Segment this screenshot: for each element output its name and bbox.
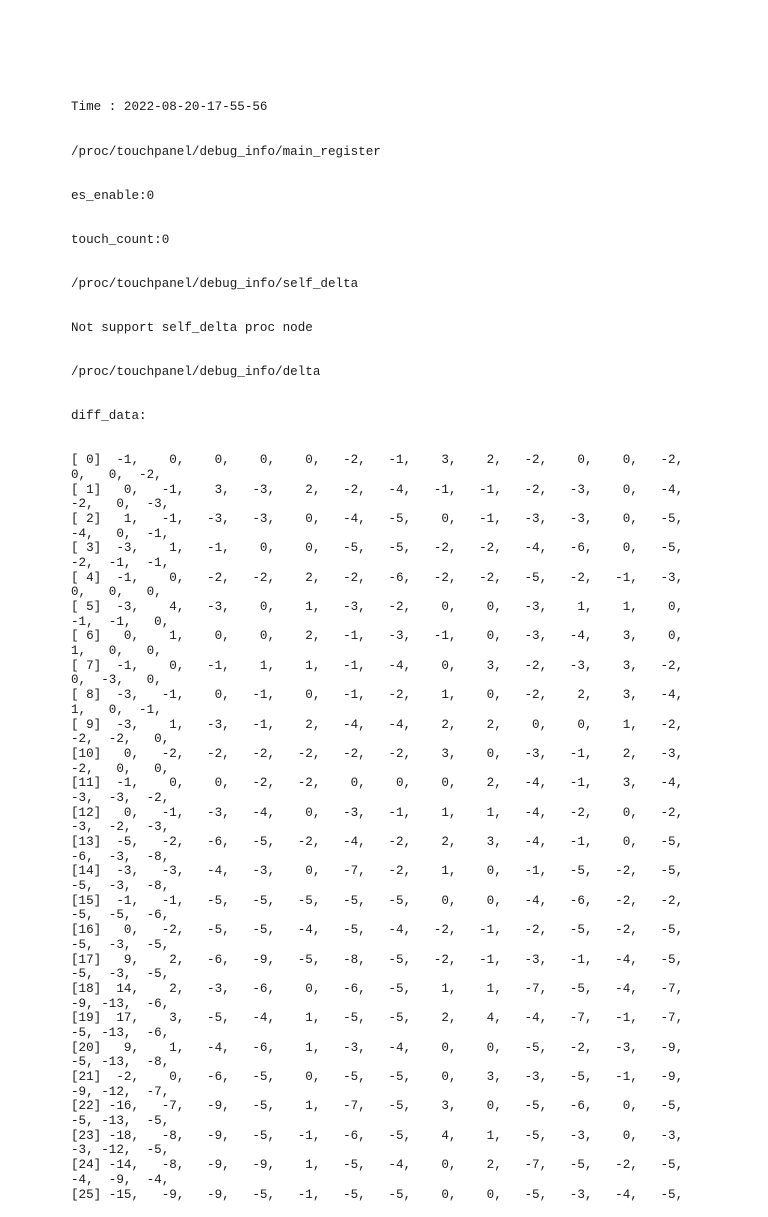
diff-row-continuation: 1, 0, -1,: [71, 702, 162, 717]
diff-data-table: [71, 453, 701, 1202]
diff-row: [71, 894, 701, 923]
diff-row-line: [13] -5, -2, -6, -5, -2, -4, -2, 2, 3, -4, -1, 0, -5,: [71, 835, 684, 850]
diff-row: [71, 747, 701, 776]
diff-row-line: [ 5] -3, 4, -3, 0, 1, -3, -2, 0, 0, -3, 1, 1, 0,: [71, 600, 684, 615]
diff-row-continuation: -6, -3, -8,: [71, 849, 170, 864]
diff-row-line: [16] 0, -2, -5, -5, -4, -5, -4, -2, -1, -2, -5, -2, -5,: [71, 923, 684, 938]
self-delta-not-supported: Not support self_delta proc node: [71, 320, 313, 335]
diff-row-continuation: -5, -13, -5,: [71, 1114, 170, 1129]
diff-row-continuation: -2, -2, 0,: [71, 732, 170, 747]
diff-row-line: [19] 17, 3, -5, -4, 1, -5, -5, 2, 4, -4, -7, -1, -7,: [71, 1011, 684, 1026]
diff-row-continuation: -5, -5, -6,: [71, 908, 170, 923]
diff-row: [71, 953, 701, 982]
diff-row: [71, 776, 701, 805]
diff-row: [71, 483, 701, 512]
diff-row-continuation: 0, -3, 0,: [71, 673, 162, 688]
diff-row-line: [ 9] -3, 1, -3, -1, 2, -4, -4, 2, 2, 0, 0, 1, -2,: [71, 717, 684, 732]
diff-row: [71, 1129, 701, 1158]
diff-row-line: [11] -1, 0, 0, -2, -2, 0, 0, 0, 2, -4, -1, 3, -4,: [71, 776, 684, 791]
diff-row-line: [ 6] 0, 1, 0, 0, 2, -1, -3, -1, 0, -3, -4, 3, 0,: [71, 629, 684, 644]
diff-row-continuation: -4, 0, -1,: [71, 526, 170, 541]
diff-row-line: [23] -18, -8, -9, -5, -1, -6, -5, 4, 1, -5, -3, 0, -3,: [71, 1128, 684, 1143]
diff-row: [71, 629, 701, 658]
diff-row-line: [ 3] -3, 1, -1, 0, 0, -5, -5, -2, -2, -4, -6, 0, -5,: [71, 541, 684, 556]
diff-row-continuation: 0, 0, 0,: [71, 585, 162, 600]
diff-row: [71, 688, 701, 717]
diff-row-continuation: -9, -12, -7,: [71, 1084, 170, 1099]
diff-row: [71, 453, 701, 482]
touch-count-line: touch_count:0: [71, 232, 170, 247]
diff-row-continuation: 0, 0, -2,: [71, 467, 162, 482]
diff-row-continuation: -2, 0, 0,: [71, 761, 170, 776]
diff-row-line: [14] -3, -3, -4, -3, 0, -7, -2, 1, 0, -1, -5, -2, -5,: [71, 864, 684, 879]
diff-row-line: [18] 14, 2, -3, -6, 0, -6, -5, 1, 1, -7, -5, -4, -7,: [71, 981, 684, 996]
diff-row: [71, 541, 701, 570]
diff-row-continuation: -9, -13, -6,: [71, 996, 170, 1011]
diff-row: [71, 600, 701, 629]
diff-row-continuation: -5, -3, -5,: [71, 967, 170, 982]
diff-row-continuation: -2, -1, -1,: [71, 555, 170, 570]
diff-row: [71, 1041, 701, 1070]
main-register-path: /proc/touchpanel/debug_info/main_register: [71, 144, 381, 159]
diff-data-label: diff_data:: [71, 409, 147, 424]
diff-row-line: [ 7] -1, 0, -1, 1, 1, -1, -4, 0, 3, -2, -3, 3, -2,: [71, 658, 684, 673]
diff-row-continuation: -5, -13, -6,: [71, 1025, 170, 1040]
diff-row-line: [ 1] 0, -1, 3, -3, 2, -2, -4, -1, -1, -2, -3, 0, -4,: [71, 482, 684, 497]
diff-row-line: [22] -16, -7, -9, -5, 1, -7, -5, 3, 0, -5, -6, 0, -5,: [71, 1099, 684, 1114]
es-enable-line: es_enable:0: [71, 188, 155, 203]
diff-row: [71, 512, 701, 541]
debug-log-document: [71, 71, 701, 1217]
diff-row: [71, 835, 701, 864]
diff-row: [71, 864, 701, 893]
diff-row-line: [ 4] -1, 0, -2, -2, 2, -2, -6, -2, -2, -5, -2, -1, -3,: [71, 570, 684, 585]
timestamp-line: Time : 2022-08-20-17-55-56: [71, 100, 268, 115]
diff-row-line: [20] 9, 1, -4, -6, 1, -3, -4, 0, 0, -5, -2, -3, -9,: [71, 1040, 684, 1055]
delta-path: /proc/touchpanel/debug_info/delta: [71, 364, 321, 379]
diff-row-line: [ 2] 1, -1, -3, -3, 0, -4, -5, 0, -1, -3, -3, 0, -5,: [71, 511, 684, 526]
self-delta-path: /proc/touchpanel/debug_info/self_delta: [71, 276, 359, 291]
diff-row: [71, 1158, 701, 1187]
diff-row: [71, 923, 701, 952]
diff-row-line: [10] 0, -2, -2, -2, -2, -2, -2, 3, 0, -3, -1, 2, -3,: [71, 746, 684, 761]
diff-row-continuation: -2, 0, -3,: [71, 497, 170, 512]
diff-row: [71, 718, 701, 747]
diff-row-line: [25] -15, -9, -9, -5, -1, -5, -5, 0, 0, -5, -3, -4, -5,: [71, 1187, 684, 1202]
diff-row-continuation: -5, -3, -5,: [71, 937, 170, 952]
diff-row-line: [24] -14, -8, -9, -9, 1, -5, -4, 0, 2, -7, -5, -2, -5,: [71, 1158, 684, 1173]
diff-row: [71, 659, 701, 688]
diff-row-continuation: -3, -2, -3,: [71, 820, 170, 835]
diff-row-continuation: -4, -9, -4,: [71, 1172, 170, 1187]
diff-row: [71, 1070, 701, 1099]
diff-row-line: [17] 9, 2, -6, -9, -5, -8, -5, -2, -1, -3, -1, -4, -5,: [71, 952, 684, 967]
diff-row: [71, 982, 701, 1011]
diff-row-continuation: -3, -3, -2,: [71, 790, 170, 805]
diff-row-line: [12] 0, -1, -3, -4, 0, -3, -1, 1, 1, -4, -2, 0, -2,: [71, 805, 684, 820]
diff-row-line: [ 0] -1, 0, 0, 0, 0, -2, -1, 3, 2, -2, 0, 0, -2,: [71, 453, 684, 468]
diff-row: [71, 571, 701, 600]
diff-row-continuation: -1, -1, 0,: [71, 614, 170, 629]
diff-row-continuation: -5, -3, -8,: [71, 879, 170, 894]
diff-row-line: [ 8] -3, -1, 0, -1, 0, -1, -2, 1, 0, -2, 2, 3, -4,: [71, 688, 684, 703]
diff-row-continuation: -3, -12, -5,: [71, 1143, 170, 1158]
diff-row: [71, 806, 701, 835]
diff-row: [71, 1011, 701, 1040]
diff-row-line: [21] -2, 0, -6, -5, 0, -5, -5, 0, 3, -3, -5, -1, -9,: [71, 1070, 684, 1085]
diff-row-line: [15] -1, -1, -5, -5, -5, -5, -5, 0, 0, -4, -6, -2, -2,: [71, 893, 684, 908]
diff-row: [71, 1188, 701, 1203]
diff-row: [71, 1099, 701, 1128]
diff-row-continuation: -5, -13, -8,: [71, 1055, 170, 1070]
diff-row-continuation: 1, 0, 0,: [71, 644, 162, 659]
